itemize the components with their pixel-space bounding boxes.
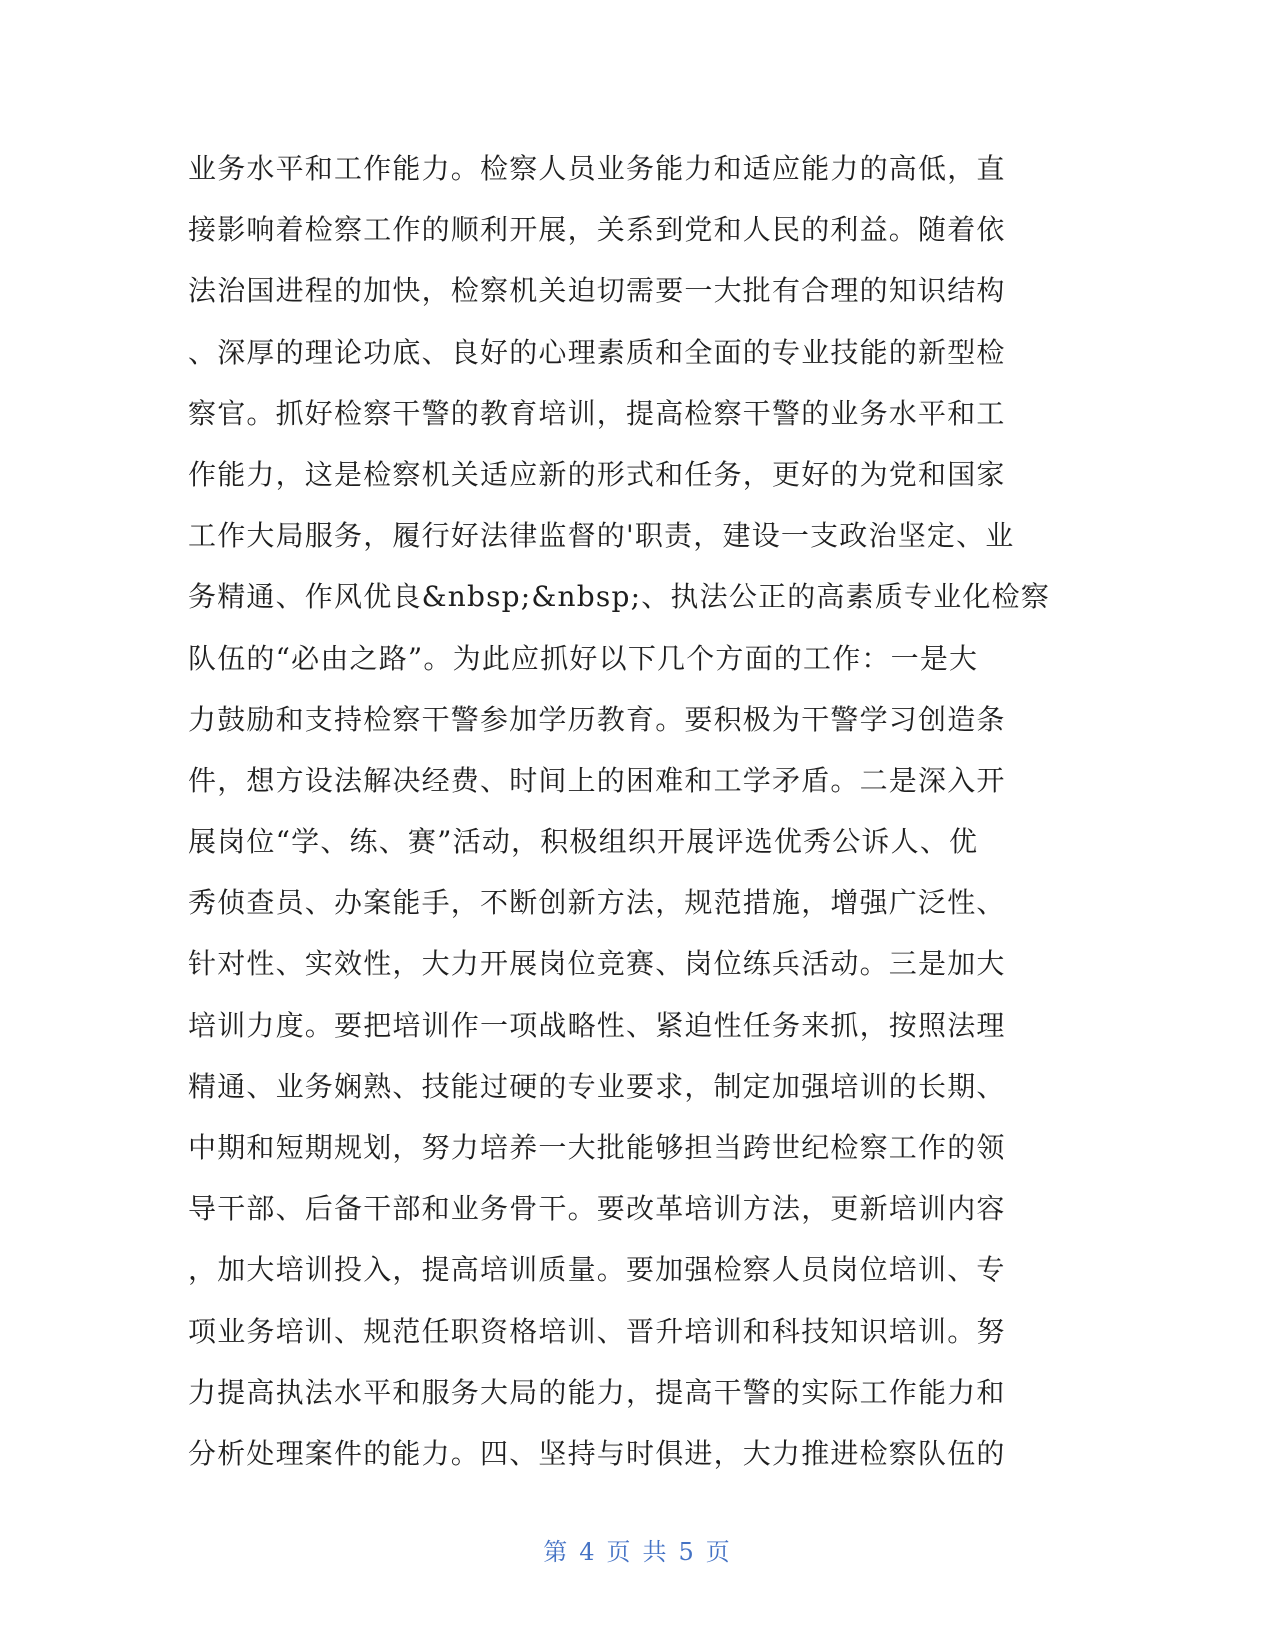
text-line: 导干部、后备干部和业务骨干。要改革培训方法，更新培训内容 (188, 1192, 1006, 1226)
text-line: 项业务培训、规范任职资格培训、晋升培训和科技知识培训。努 (188, 1314, 1006, 1348)
text-line: 务精通、作风优良&nbsp;&nbsp;、执法公正的高素质专业化检察 (188, 580, 1051, 614)
page-footer (0, 1532, 1275, 1567)
text-line: 作能力，这是检察机关适应新的形式和任务，更好的为党和国家 (188, 457, 1006, 491)
text-line: 件，想方设法解决经费、时间上的困难和工学矛盾。二是深入开 (188, 763, 1006, 797)
text-line: 、深厚的理论功底、良好的心理素质和全面的专业技能的新型检 (188, 335, 1006, 369)
text-line: 针对性、实效性，大力开展岗位竞赛、岗位练兵活动。三是加大 (188, 947, 1006, 981)
text-line: 接影响着检察工作的顺利开展，关系到党和人民的利益。随着依 (188, 213, 1006, 247)
text-line: ，加大培训投入，提高培训质量。要加强检察人员岗位培训、专 (188, 1253, 1006, 1287)
footer-total-word: 共 (642, 1538, 669, 1566)
text-line: 业务水平和工作能力。检察人员业务能力和适应能力的高低，直 (188, 152, 1006, 185)
text-line: 展岗位“学、练、赛”活动，积极组织开展评选优秀公诉人、优 (188, 825, 979, 859)
text-line: 察官。抓好检察干警的教育培训，提高检察干警的业务水平和工 (188, 396, 1006, 430)
text-line: 中期和短期规划，努力培养一大批能够担当跨世纪检察工作的领 (188, 1131, 1006, 1164)
footer-page-word: 页 (606, 1538, 633, 1566)
text-line: 精通、业务娴熟、技能过硬的专业要求，制定加强培训的长期、 (188, 1069, 1006, 1103)
footer-suffix: 页 (705, 1538, 732, 1566)
text-line: 力提高执法水平和服务大局的能力，提高干警的实际工作能力和 (188, 1375, 1006, 1409)
text-line: 力鼓励和支持检察干警参加学历教育。要积极为干警学习创造条 (188, 702, 1006, 736)
body-text (188, 138, 1068, 1484)
total-page-count: 5 (678, 1538, 696, 1566)
text-line: 培训力度。要把培训作一项战略性、紧迫性任务来抓，按照法理 (188, 1008, 1006, 1042)
current-page-number: 4 (579, 1538, 597, 1566)
text-line: 分析处理案件的能力。四、坚持与时俱进，大力推进检察队伍的 (188, 1436, 1006, 1470)
text-line: 秀侦查员、办案能手，不断创新方法，规范措施，增强广泛性、 (188, 886, 1006, 920)
text-line: 法治国进程的加快，检察机关迫切需要一大批有合理的知识结构 (188, 274, 1006, 308)
text-line: 队伍的“必由之路”。为此应抓好以下几个方面的工作：一是大 (188, 641, 979, 675)
footer-prefix: 第 (543, 1538, 570, 1566)
text-line: 工作大局服务，履行好法律监督的'职责，建设一支政治坚定、业 (188, 519, 1015, 553)
